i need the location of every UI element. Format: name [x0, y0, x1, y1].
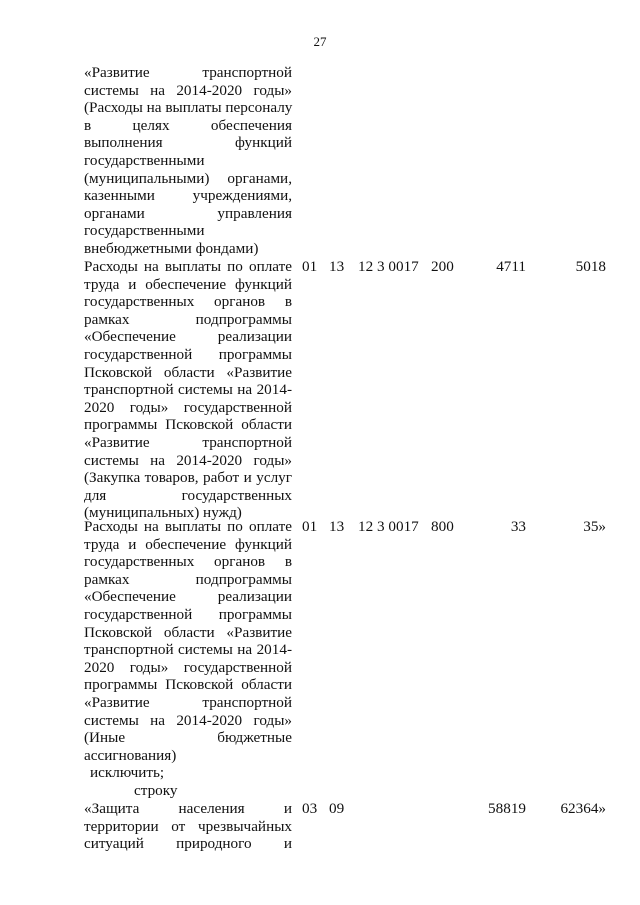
text-line: рамках подпрограммы	[84, 310, 292, 328]
text-line: 2020 годы» государственной	[84, 398, 292, 416]
text-line: для государственных	[84, 486, 292, 504]
page-number: 27	[313, 34, 327, 49]
text-line: Расходы на выплаты по оплате	[84, 258, 292, 275]
row-3-subsection: 09	[329, 800, 345, 817]
row-1-expense-type: 200	[431, 258, 454, 275]
text-line: Псковской области «Развитие	[84, 623, 292, 641]
row-3-sum-year1: 58819	[488, 800, 526, 817]
text-line: Псковской области «Развитие	[84, 363, 292, 381]
text-line: (муниципальными) органами,	[84, 169, 292, 187]
text-line: «Защита населения и	[84, 800, 292, 817]
row-1-target-article: 12 3 0017	[358, 258, 419, 275]
text-line: программы Псковской области	[84, 416, 292, 434]
text-line: системы на 2014-2020 годы»	[84, 451, 292, 469]
text-line: государственными	[84, 222, 205, 240]
row-1-section: 01	[302, 258, 318, 275]
row-2-target-article: 12 3 0017	[358, 518, 419, 535]
row-1-description	[84, 258, 292, 522]
row-2-section: 01	[302, 518, 318, 535]
row-2-sum-year2: 35»	[583, 518, 606, 535]
text-line: выполнения функций	[84, 134, 292, 152]
text-line: «Обеспечение реализации	[84, 588, 292, 606]
row-1-sum-year1: 4711	[496, 258, 526, 275]
text-line: (Закупка товаров, работ и услуг	[84, 469, 292, 487]
text-line: транспортной системы на 2014-	[84, 381, 292, 399]
text-line: 2020 годы» государственной	[84, 658, 292, 676]
text-line: государственных органов в	[84, 293, 292, 311]
row-description-continued	[84, 64, 292, 258]
text-line: (Иные бюджетные	[84, 729, 292, 747]
text-line: государственных органов в	[84, 553, 292, 571]
text-line: транспортной системы на 2014-	[84, 641, 292, 659]
row-3-sum-year2: 62364»	[560, 800, 606, 817]
text-line: «Развитие транспортной	[84, 64, 292, 81]
text-line: в целях обеспечения	[84, 116, 292, 134]
row-2-description	[84, 518, 292, 764]
row-1-sum-year2: 5018	[575, 258, 606, 275]
text-line: труда и обеспечение функций	[84, 535, 292, 553]
row-3-description	[84, 800, 292, 853]
row-2-expense-type: 800	[431, 518, 454, 535]
text-line: государственной программы	[84, 605, 292, 623]
text-line: (муниципальных) нужд)	[84, 504, 242, 522]
instruction-row-word: строку	[134, 782, 178, 799]
text-line: государственной программы	[84, 345, 292, 363]
text-line: труда и обеспечение функций	[84, 275, 292, 293]
text-line: системы на 2014-2020 годы»	[84, 711, 292, 729]
text-line: ассигнования)	[84, 746, 177, 764]
text-line: внебюджетными фондами)	[84, 239, 259, 257]
instruction-exclude: исключить;	[90, 764, 165, 781]
row-3-section: 03	[302, 800, 318, 817]
row-2-sum-year1: 33	[510, 518, 526, 535]
text-line: программы Псковской области	[84, 676, 292, 694]
text-line: органами управления	[84, 204, 292, 222]
text-line: территории от чрезвычайных	[84, 817, 292, 835]
text-line: «Обеспечение реализации	[84, 328, 292, 346]
text-line: ситуаций природного и	[84, 835, 292, 853]
text-line: системы на 2014-2020 годы»	[84, 81, 292, 99]
text-line: государственными	[84, 151, 205, 169]
text-line: «Развитие транспортной	[84, 433, 292, 451]
text-line: Расходы на выплаты по оплате	[84, 518, 292, 535]
row-1-subsection: 13	[329, 258, 345, 275]
text-line: (Расходы на выплаты персоналу	[84, 99, 293, 117]
text-line: «Развитие транспортной	[84, 693, 292, 711]
row-2-subsection: 13	[329, 518, 345, 535]
text-line: рамках подпрограммы	[84, 570, 292, 588]
text-line: казенными учреждениями,	[84, 187, 292, 205]
